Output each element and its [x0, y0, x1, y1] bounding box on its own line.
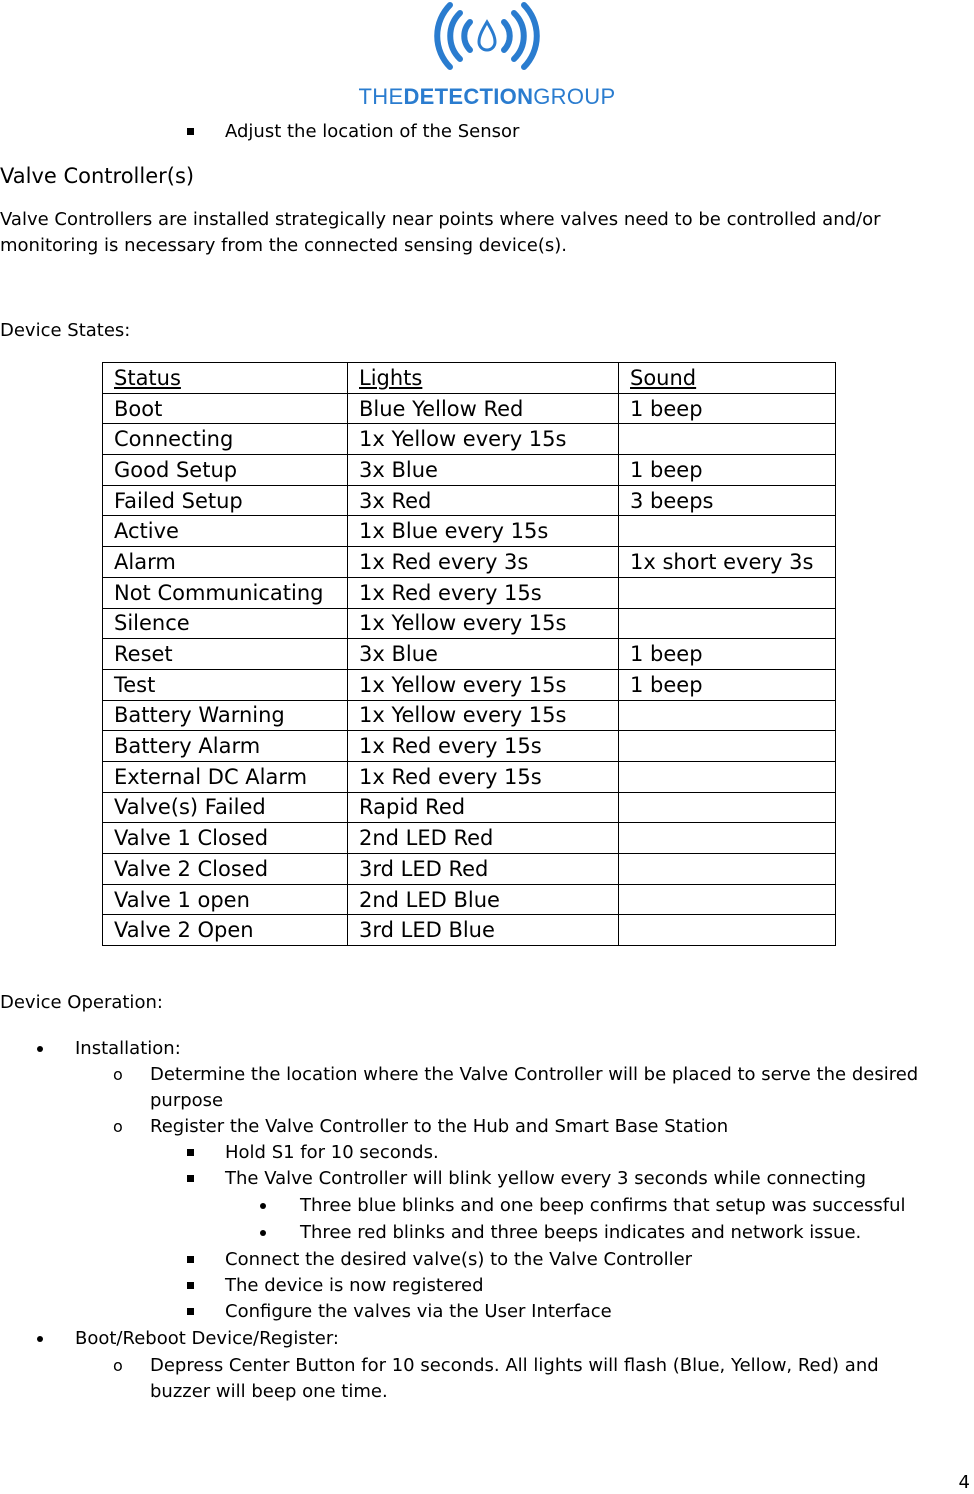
table-row	[103, 547, 836, 578]
boot-label: Boot/Reboot Device/Register:	[75, 1328, 339, 1349]
operation-heading: Device Operation:	[0, 992, 163, 1013]
lights-cell: 3x Blue	[348, 455, 619, 486]
status-cell: Valve 1 open	[103, 884, 348, 915]
dot-bullet-icon	[37, 1336, 43, 1342]
status-cell: Valve 1 Closed	[103, 823, 348, 854]
status-cell: Reset	[103, 639, 348, 670]
lights-cell: 1x Yellow every 15s	[348, 700, 619, 731]
logo-wordmark: THEDETECTIONGROUP	[358, 84, 616, 109]
table-row	[103, 608, 836, 639]
determine-line-1: Determine the location where the Valve Controller will be placed to serve the desired	[150, 1064, 919, 1085]
sound-cell: 1x short every 3s	[619, 547, 836, 578]
table-header-row	[103, 363, 836, 394]
status-cell: Not Communicating	[103, 577, 348, 608]
lights-cell: 2nd LED Red	[348, 823, 619, 854]
section-title: Valve Controller(s)	[0, 164, 195, 188]
table-row	[103, 455, 836, 486]
status-cell: External DC Alarm	[103, 761, 348, 792]
status-cell: Battery Alarm	[103, 731, 348, 762]
status-cell: Valve 2 Closed	[103, 854, 348, 885]
configure-text: Configure the valves via the User Interface	[225, 1301, 612, 1322]
sound-cell: 1 beep	[619, 639, 836, 670]
status-cell: Failed Setup	[103, 485, 348, 516]
square-bullet-icon	[187, 1149, 194, 1156]
table-row	[103, 485, 836, 516]
installation-label: Installation:	[75, 1038, 181, 1059]
page-number: 4	[958, 1472, 970, 1493]
lights-cell: Rapid Red	[348, 792, 619, 823]
sound-cell	[619, 761, 836, 792]
sound-cell	[619, 516, 836, 547]
sound-cell	[619, 823, 836, 854]
lights-cell: 3x Blue	[348, 639, 619, 670]
square-bullet-icon	[187, 1256, 194, 1263]
header-lights: Lights	[348, 363, 619, 394]
sound-cell	[619, 424, 836, 455]
determine-line-2: purpose	[150, 1090, 224, 1111]
three-blue-text: Three blue blinks and one beep confirms that setup was successful	[300, 1195, 906, 1216]
connect-text: Connect the desired valve(s) to the Valve Controller	[225, 1249, 693, 1270]
device-states-table	[102, 362, 836, 946]
circle-bullet-icon: o	[113, 1117, 123, 1136]
table-row	[103, 731, 836, 762]
status-cell: Silence	[103, 608, 348, 639]
table-row	[103, 884, 836, 915]
header-sound: Sound	[619, 363, 836, 394]
company-logo	[340, 0, 634, 108]
dot-bullet-icon	[260, 1203, 266, 1209]
intro-line-1: Valve Controllers are installed strategically near points where valves need to be controlled and/or	[0, 209, 881, 230]
top-bullet-text: Adjust the location of the Sensor	[225, 121, 520, 142]
sound-cell: 3 beeps	[619, 485, 836, 516]
table-row	[103, 669, 836, 700]
table-row	[103, 823, 836, 854]
lights-cell: 1x Red every 15s	[348, 761, 619, 792]
status-cell: Valve 2 Open	[103, 915, 348, 946]
lights-cell: 1x Red every 15s	[348, 731, 619, 762]
registered-text: The device is now registered	[225, 1275, 484, 1296]
square-bullet-icon	[187, 128, 194, 135]
lights-cell: 1x Yellow every 15s	[348, 424, 619, 455]
sound-cell	[619, 608, 836, 639]
sound-cell: 1 beep	[619, 669, 836, 700]
sound-cell	[619, 884, 836, 915]
lights-cell: 1x Yellow every 15s	[348, 608, 619, 639]
circle-bullet-icon: o	[113, 1356, 123, 1375]
table-row	[103, 700, 836, 731]
table-row	[103, 915, 836, 946]
status-cell: Boot	[103, 393, 348, 424]
circle-bullet-icon: o	[113, 1065, 123, 1084]
intro-line-2: monitoring is necessary from the connected sensing device(s).	[0, 235, 568, 256]
depress-line-2: buzzer will beep one time.	[150, 1381, 388, 1402]
wireless-drop-icon	[340, 0, 634, 84]
sound-cell	[619, 577, 836, 608]
table-row	[103, 792, 836, 823]
square-bullet-icon	[187, 1308, 194, 1315]
sound-cell	[619, 792, 836, 823]
table-row	[103, 577, 836, 608]
sound-cell	[619, 915, 836, 946]
table-row	[103, 639, 836, 670]
header-status: Status	[103, 363, 348, 394]
lights-cell: Blue Yellow Red	[348, 393, 619, 424]
depress-line-1: Depress Center Button for 10 seconds. All lights will flash (Blue, Yellow, Red) and	[150, 1355, 879, 1376]
three-red-text: Three red blinks and three beeps indicates and network issue.	[300, 1222, 862, 1243]
blink-text: The Valve Controller will blink yellow every 3 seconds while connecting	[225, 1168, 867, 1189]
status-cell: Test	[103, 669, 348, 700]
lights-cell: 1x Red every 3s	[348, 547, 619, 578]
lights-cell: 1x Blue every 15s	[348, 516, 619, 547]
lights-cell: 2nd LED Blue	[348, 884, 619, 915]
status-cell: Connecting	[103, 424, 348, 455]
table-row	[103, 761, 836, 792]
states-heading: Device States:	[0, 320, 131, 341]
sound-cell	[619, 700, 836, 731]
status-cell: Alarm	[103, 547, 348, 578]
lights-cell: 1x Red every 15s	[348, 577, 619, 608]
sound-cell: 1 beep	[619, 455, 836, 486]
table-row	[103, 393, 836, 424]
status-cell: Good Setup	[103, 455, 348, 486]
table-row	[103, 854, 836, 885]
square-bullet-icon	[187, 1175, 194, 1182]
hold-text: Hold S1 for 10 seconds.	[225, 1142, 439, 1163]
table-row	[103, 516, 836, 547]
sound-cell: 1 beep	[619, 393, 836, 424]
table-row	[103, 424, 836, 455]
status-cell: Valve(s) Failed	[103, 792, 348, 823]
status-cell: Active	[103, 516, 348, 547]
lights-cell: 1x Yellow every 15s	[348, 669, 619, 700]
sound-cell	[619, 731, 836, 762]
lights-cell: 3rd LED Red	[348, 854, 619, 885]
sound-cell	[619, 854, 836, 885]
register-text: Register the Valve Controller to the Hub and Smart Base Station	[150, 1116, 729, 1137]
status-cell: Battery Warning	[103, 700, 348, 731]
square-bullet-icon	[187, 1282, 194, 1289]
lights-cell: 3rd LED Blue	[348, 915, 619, 946]
dot-bullet-icon	[37, 1046, 43, 1052]
lights-cell: 3x Red	[348, 485, 619, 516]
dot-bullet-icon	[260, 1230, 266, 1236]
